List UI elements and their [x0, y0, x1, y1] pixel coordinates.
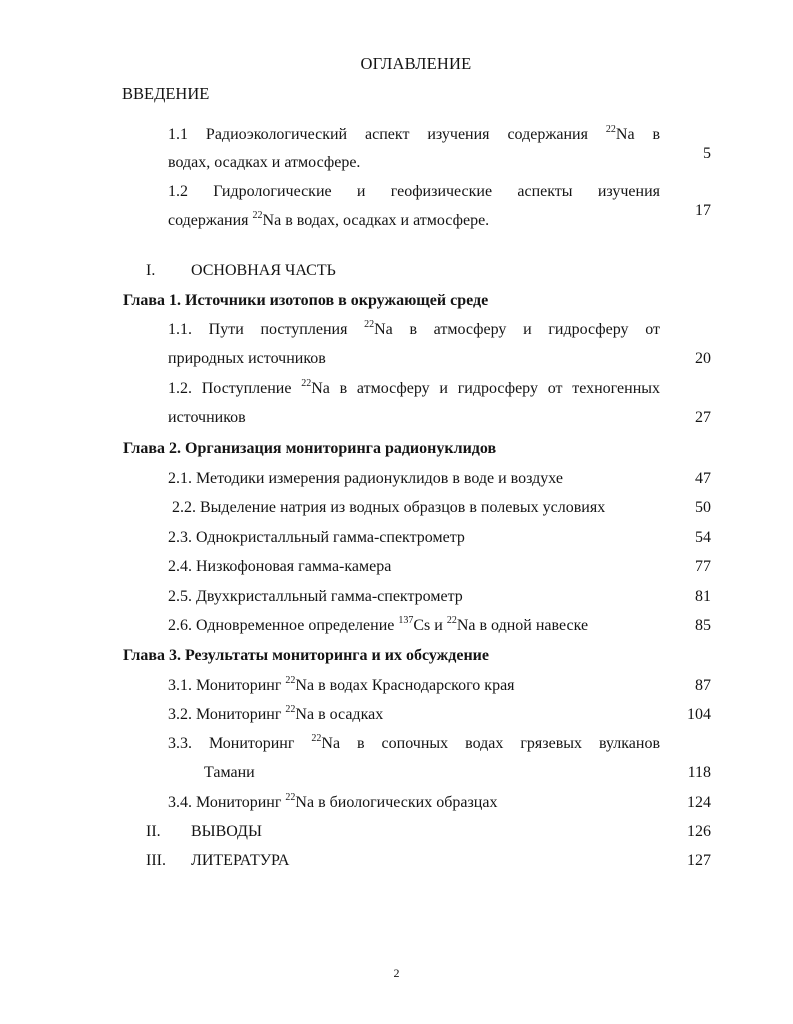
chapter-1-heading[interactable]: Глава 1. Источники изотопов в окружающей среде — [123, 292, 489, 309]
toc-entry-2-4[interactable]: 2.4. Низкофоновая гамма-камера — [168, 558, 392, 575]
part-1-number: I. — [146, 262, 156, 279]
toc-entry-2-5[interactable]: 2.5. Двухкристалльный гамма-спектрометр — [168, 588, 463, 605]
toc-entry-3-3[interactable]: 3.3. Мониторинг $^{22}$Na в сопочных водах грязевых вулканов — [168, 733, 661, 752]
page-ref: 85 — [695, 617, 711, 634]
toc-entry-1-2-line2: содержания $^{22}$Na в водах, осадках и атмосфере. — [168, 210, 490, 229]
toc-entry-ch1-2[interactable]: 1.2. Поступление $^{22}$Na в атмосферу и гидросферу от техногенных — [168, 378, 660, 397]
page-ref: 47 — [695, 470, 711, 487]
toc-entry-2-2[interactable]: 2.2. Выделение натрия из водных образцов в полевых условиях — [172, 499, 606, 516]
part-3-title[interactable]: ЛИТЕРАТУРА — [191, 852, 290, 869]
page-ref: 87 — [695, 677, 711, 694]
toc-entry-2-1[interactable]: 2.1. Методики измерения радионуклидов в воде и воздухе — [168, 470, 563, 487]
page-ref: 5 — [703, 145, 711, 162]
toc-entry-2-3[interactable]: 2.3. Однокристалльный гамма-спектрометр — [168, 529, 465, 546]
page-ref: 126 — [687, 823, 711, 840]
page-number: 2 — [393, 966, 400, 980]
toc-entry-3-1[interactable]: 3.1. Мониторинг $^{22}$Na в водах Краснодарского края — [168, 675, 515, 694]
page-ref: 50 — [695, 499, 711, 516]
part-3-number: III. — [146, 852, 166, 869]
toc-entry-3-2[interactable]: 3.2. Мониторинг $^{22}$Na в осадках — [168, 704, 384, 723]
toc-entry-ch1-1[interactable]: 1.1. Пути поступления $^{22}$Na в атмосферу и гидросферу от — [168, 319, 660, 338]
intro-heading: ВВЕДЕНИЕ — [122, 84, 210, 103]
toc-entry-1-1-line2: водах, осадках и атмосфере. — [168, 154, 361, 171]
page-ref: 118 — [687, 764, 711, 781]
page-ref: 81 — [695, 588, 711, 605]
toc-entry-1-1[interactable]: 1.1 Радиоэкологический аспект изучения содержания $^{22}$Na в — [168, 124, 661, 143]
page-ref: 20 — [695, 350, 711, 367]
toc-entry-3-3-line2: Тамани — [204, 764, 255, 781]
toc-entry-3-4[interactable]: 3.4. Мониторинг $^{22}$Na в биологических образцах — [168, 792, 498, 811]
toc-entry-ch1-1-line2: природных источников — [168, 350, 326, 367]
toc-entry-ch1-2-line2: источников — [168, 409, 246, 426]
page-ref: 17 — [695, 202, 711, 219]
chapter-2-heading[interactable]: Глава 2. Организация мониторинга радионуклидов — [123, 440, 497, 457]
toc-entry-2-6[interactable]: 2.6. Одновременное определение $^{137}$Cs и $^{22}$Na в одной навеске — [168, 615, 589, 634]
page-ref: 104 — [687, 706, 711, 723]
part-1-title[interactable]: ОСНОВНАЯ ЧАСТЬ — [191, 262, 336, 279]
page-ref: 27 — [695, 409, 711, 426]
page-ref: 54 — [695, 529, 711, 546]
page-title: ОГЛАВЛЕНИЕ — [360, 54, 472, 73]
part-2-number: II. — [146, 823, 161, 840]
toc-entry-1-2[interactable]: 1.2 Гидрологические и геофизические аспекты изучения — [168, 183, 660, 200]
page-ref: 77 — [695, 558, 711, 575]
page-ref: 124 — [687, 794, 711, 811]
page-ref: 127 — [687, 852, 711, 869]
part-2-title[interactable]: ВЫВОДЫ — [191, 823, 262, 840]
chapter-3-heading[interactable]: Глава 3. Результаты мониторинга и их обсуждение — [123, 647, 489, 664]
